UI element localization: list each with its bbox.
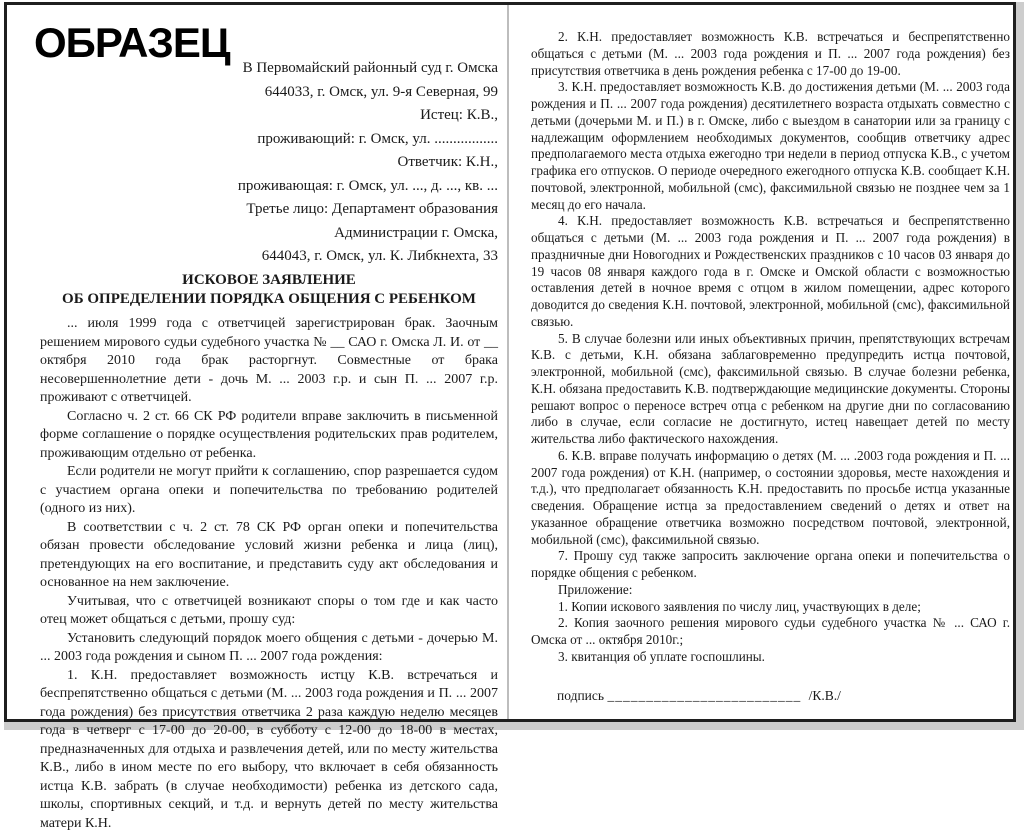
document-page xyxy=(4,2,1016,722)
court-header-line: проживающий: г. Омск, ул. ................. xyxy=(40,128,498,152)
paragraph: Согласно ч. 2 ст. 66 СК РФ родители вправе заключить в письменной форме соглашение о порядке осуществления родительских прав родителем, проживающим отдельно от ребенка. xyxy=(40,408,498,464)
signature-line: _________________________ xyxy=(607,688,801,703)
paragraph: 3. К.Н. предоставляет возможность К.В. до достижения детьми (М. ... 2003 года рождения и П. ... 2007 года рождения) десятилетнего возраста отдыхать совместно с детьми (дочерьми М. и П.) в г. Омске, либо с выездом в санатории или за границу с надлежащим оформлением необходимых документов, сообщив ответчику адрес предполагаемого места отдыха ежегодно три недели в период отпуска К.В., с учетом графика его отпусков. О периоде очередного ежегодного отпуска К.В. сообщает К.Н. почтовой, электронной, мобильной (смс), факсимильной связью не позднее чем за 1 месяц до его начала. xyxy=(531,79,1010,213)
paragraph: 6. К.В. вправе получать информацию о детях (М. ... .2003 года рождения и П. ... 2007 года рождения) от К.Н. (например, о состоянии здоровья, месте нахождения и т.д.), что предполагает обязанность К.Н. предоставить по просьбе истца указанные сведения. Обращение истца за предоставлением сведений о детях и ответ на указанное обращение ответчика возможно посредством почтовой, электронной, мобильной (смс), факсимильной связью. xyxy=(531,448,1010,549)
court-header-line: Администрации г. Омска, xyxy=(40,222,498,246)
signature-name: /К.В./ xyxy=(809,688,841,703)
paragraph: В соответствии с ч. 2 ст. 78 СК РФ орган опеки и попечительства обязан провести обследование условий жизни ребенка и лица (лиц), претендующих на его воспитание, и представить суду акт обследования и основанное на нем заключение. xyxy=(40,519,498,593)
court-header xyxy=(40,57,498,269)
column-divider xyxy=(507,5,509,719)
paragraph: Учитывая, что с ответчицей возникают споры о том где и как часто отец может общаться с детьми, прошу суд: xyxy=(40,593,498,630)
right-column-body xyxy=(531,29,1010,666)
document-title-line2: ОБ ОПРЕДЕЛЕНИИ ПОРЯДКА ОБЩЕНИЯ С РЕБЕНКОМ xyxy=(40,290,498,309)
attachment-item: 1. Копии искового заявления по числу лиц, участвующих в деле; xyxy=(531,599,1010,616)
paragraph: 4. К.Н. предоставляет возможность К.В. встречаться и беспрепятственно общаться с детьми (М. ... 2003 года рождения и П. ... 2007 года рождения) в праздничные дни Новогодних и Рождественских праздников с 10 часов 03 января до 19 часов 08 января каждого года в г. Омске и Омской области с возможностью оставления детей в ночное время с отцом в жилом помещении, адрес которого доводится до сведения К.Н. почтовой, электронной, мобильной (смс), факсимильной связью. xyxy=(531,213,1010,330)
document-title xyxy=(40,271,498,308)
court-header-line: Ответчик: К.Н., xyxy=(40,151,498,175)
paragraph: 2. К.Н. предоставляет возможность К.В. встречаться и беспрепятственно общаться с детьми (М. ... 2003 года рождения и П. ... 2007 года рождения) без присутствия ответчика в день рождения ребенка с 17-00 до 19-00. xyxy=(531,29,1010,79)
sample-watermark: ОБРАЗЕЦ xyxy=(34,19,230,67)
court-header-line: проживающая: г. Омск, ул. ..., д. ..., кв. ... xyxy=(40,175,498,199)
paragraph: Установить следующий порядок моего общения с детьми - дочерью М. ... 2003 года рождения и сыном П. ... 2007 года рождения: xyxy=(40,630,498,667)
signature-label: подпись xyxy=(557,688,604,703)
paragraph: 7. Прошу суд также запросить заключение органа опеки и попечительства о порядке общения с ребенком. xyxy=(531,548,1010,582)
paragraph: ... июля 1999 года с ответчицей зарегистрирован брак. Заочным решением мирового судьи судебного участка № __ САО г. Омска Л. И. от __ октября 2010 года брак расторгнут. Совместные от брака несовершеннолетние дети - дочь М. ... 2003 г.р. и сын П. ... 2007 г.р. проживают с ответчицей. xyxy=(40,315,498,408)
court-header-line: Третье лицо: Департамент образования xyxy=(40,198,498,222)
court-header-line: В Первомайский районный суд г. Омска xyxy=(40,57,498,81)
document-title-line1: ИСКОВОЕ ЗАЯВЛЕНИЕ xyxy=(40,271,498,290)
court-header-line: 644043, г. Омск, ул. К. Либкнехта, 33 xyxy=(40,245,498,269)
paragraph: Если родители не могут прийти к соглашению, спор разрешается судом с участием органа опеки и попечительства по требованию родителей (одного из них). xyxy=(40,463,498,519)
attachment-item: 3. квитанция об уплате госпошлины. xyxy=(531,649,1010,666)
attachment-item: 2. Копия заочного решения мирового судьи судебного участка № ... САО г. Омска от ... октября 2010г.; xyxy=(531,615,1010,649)
court-header-line: 644033, г. Омск, ул. 9-я Северная, 99 xyxy=(40,81,498,105)
paragraph: 1. К.Н. предоставляет возможность истцу К.В. встречаться и беспрепятственно общаться с детьми (М. ... 2003 года рождения и П. ... 2007 года рождения) без присутствия ответчика 2 раза каждую неделю месяцев года в четверг с 17-00 до 20-00, в субботу с 12-00 до 18-00 в местах, предназначенных для отдыха и развлечения детей, или по месту жительства К.В., либо в ином месте по его выбору, что включает в себя обязанность истца К.В. забрать (в случае необходимости) ребенка из детского сада, школы, спортивных секций, и т.д. и вернуть детей по месту жительства матери К.Н. xyxy=(40,667,498,833)
court-header-line: Истец: К.В., xyxy=(40,104,498,128)
signature-row xyxy=(557,688,841,704)
attachments-heading: Приложение: xyxy=(531,582,1010,599)
paragraph: 5. В случае болезни или иных объективных причин, препятствующих встречам К.В. с детьми, К.Н. обязана заблаговременно предупредить истца почтовой, электронной, мобильной (смс), факсимильной связью. В случае болезни ребенка, К.Н. обязана предоставить К.В. подтверждающие медицинские документы. Стороны решают вопрос о переносе встреч отца с ребенком на другие дни по согласованию либо в случае, если согласие не достигнуто, истец навещает детей по месту жительства либо фактического нахождения. xyxy=(531,331,1010,448)
left-column-body xyxy=(40,315,498,833)
